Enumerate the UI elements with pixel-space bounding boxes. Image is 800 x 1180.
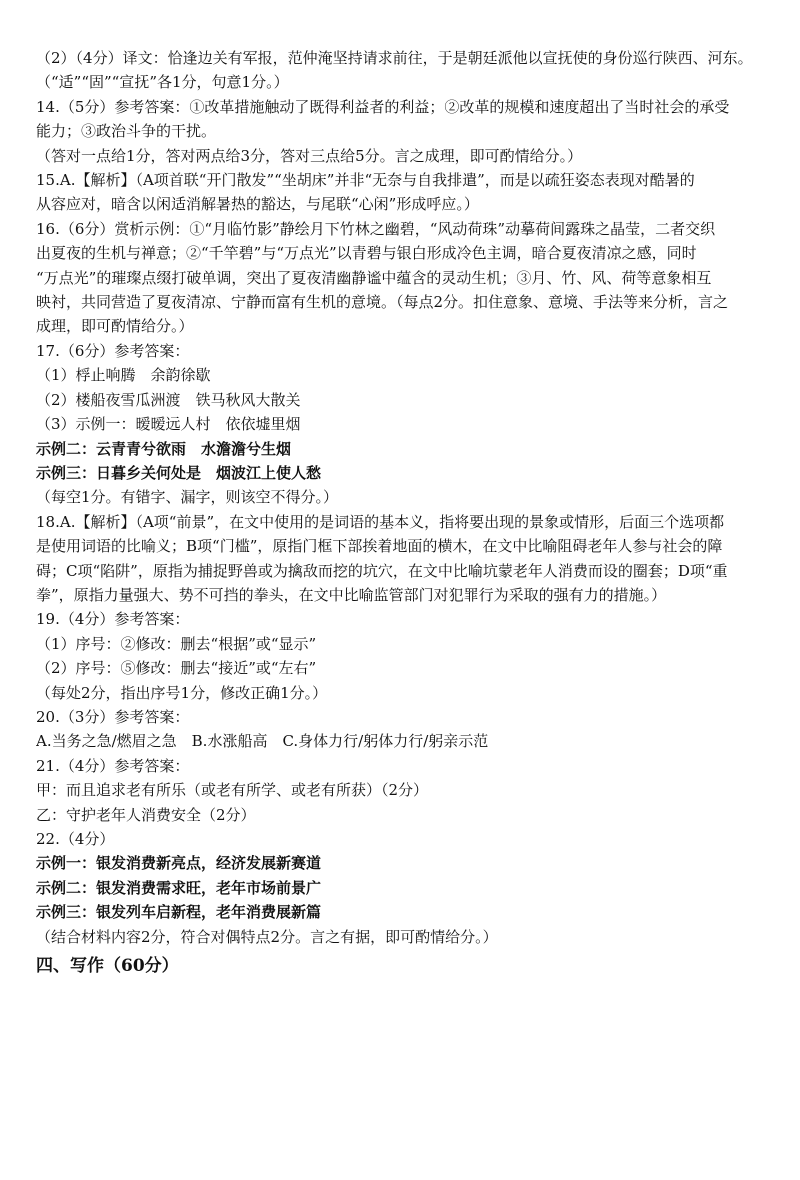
q18-analysis-cont-1: 是使用词语的比喻义；B项“门槛”，原指门框下部挨着地面的横木，在文中比喻阻碍老年人参与社会的障	[36, 537, 723, 556]
q22-example-2: 示例二：银发消费需求旺，老年市场前景广	[36, 878, 322, 897]
q16-example-cont-1: 出夏夜的生机与禅意；②“千竿碧”与“万点光”以青碧与银白形成冷色主调，暗合夏夜清凉之感，同时	[36, 244, 697, 263]
q17-header: 17.（6分）参考答案：	[36, 341, 190, 360]
q22-example-1: 示例一：银发消费新亮点，经济发展新赛道	[36, 854, 322, 873]
q19-1: （1）序号：②修改：删去“根据”或“显示”	[36, 634, 317, 653]
q19-header: 19.（4分）参考答案：	[36, 610, 190, 629]
q18-analysis-cont-2: 碍；C项“陷阱”，原指为捕捉野兽或为擒敌而挖的坑穴，在文中比喻坑蒙老年人消费而设的圈套；D项“重	[36, 561, 728, 580]
q22-scoring: （结合材料内容2分，符合对偶特点2分。言之有据，即可酌情给分。）	[36, 927, 498, 946]
q22-header: 22.（4分）	[36, 830, 115, 848]
q17-3-example-1: （3）示例一：暧暧远人村 依依墟里烟	[36, 415, 301, 434]
q21-yi: 乙：守护老年人消费安全（2分）	[36, 805, 256, 824]
q13-2-translation: （2）（4分）译文：恰逢边关有军报，范仲淹坚持请求前往，于是朝廷派他以宣抚使的身份巡行陕西、河东。	[36, 49, 753, 67]
q17-3-example-2: 示例二：云青青兮欲雨 水澹澹兮生烟	[36, 439, 292, 458]
q22-example-3: 示例三：银发列车启新程，老年消费展新篇	[36, 903, 322, 922]
q17-2: （2）楼船夜雪瓜洲渡 铁马秋风大散关	[36, 390, 301, 409]
q20-header: 20.（3分）参考答案：	[36, 707, 190, 726]
q19-scoring: （每处2分，指出序号1分，修改正确1分。）	[36, 683, 328, 702]
q17-1: （1）桴止响腾 余韵徐歇	[36, 366, 211, 385]
q15-analysis: 15.A.【解析】（A项首联“开门散发”“坐胡床”并非“无奈与自我排遣”，而是以疏狂姿态表现对酷暑的	[36, 171, 695, 190]
q14-scoring: （答对一点给1分，答对两点给3分，答对三点给5分。言之成理，即可酌情给分。）	[36, 146, 583, 165]
q16-example-cont-3: 映衬，共同营造了夏夜清凉、宁静而富有生机的意境。（每点2分。扣住意象、意境、手法等来分析，言之	[36, 293, 729, 312]
q21-jia: 甲：而且追求老有所乐（或老有所学、或老有所获）（2分）	[36, 781, 429, 800]
q18-analysis: 18.A.【解析】（A项“前景”，在文中使用的是词语的基本义，指将要出现的景象或情形，后面三个选项都	[36, 512, 725, 531]
q17-scoring: （每空1分。有错字、漏字，则该空不得分。）	[36, 488, 339, 507]
q15-analysis-cont: 从容应对，暗含以闲适消解暑热的豁达，与尾联“心闲”形成呼应。）	[36, 195, 479, 214]
q17-3-example-3: 示例三：日暮乡关何处是 烟波江上使人愁	[36, 463, 322, 482]
q20-answer: A.当务之急/燃眉之急 B.水涨船高 C.身体力行/躬体力行/躬亲示范	[36, 732, 489, 751]
section-heading-writing: 四、写作（60分）	[36, 956, 179, 977]
q14-answer: 14.（5分）参考答案：①改革措施触动了既得利益者的利益；②改革的规模和速度超出了当时社会的承受	[36, 97, 730, 116]
q18-analysis-cont-3: 拳”，原指力量强大、势不可挡的拳头，在文中比喻监管部门对犯罪行为采取的强有力的措施。）	[36, 585, 667, 604]
q16-example-cont-4: 成理，即可酌情给分。）	[36, 317, 194, 336]
q19-2: （2）序号：⑤修改：删去“接近”或“左右”	[36, 659, 317, 678]
q16-example: 16.（6分）赏析示例：①“月临竹影”静绘月下竹林之幽碧，“风动荷珠”动摹荷间露珠之晶莹，二者交织	[36, 219, 716, 238]
q13-2-scoring: （“适”“固”“宣抚”各1分，句意1分。）	[36, 73, 289, 92]
q21-header: 21.（4分）参考答案：	[36, 756, 190, 775]
q16-example-cont-2: “万点光”的璀璨点缀打破单调，突出了夏夜清幽静谧中蕴含的灵动生机；③月、竹、风、荷等意象相互	[36, 268, 712, 287]
q14-answer-cont: 能力；③政治斗争的干扰。	[36, 122, 217, 141]
